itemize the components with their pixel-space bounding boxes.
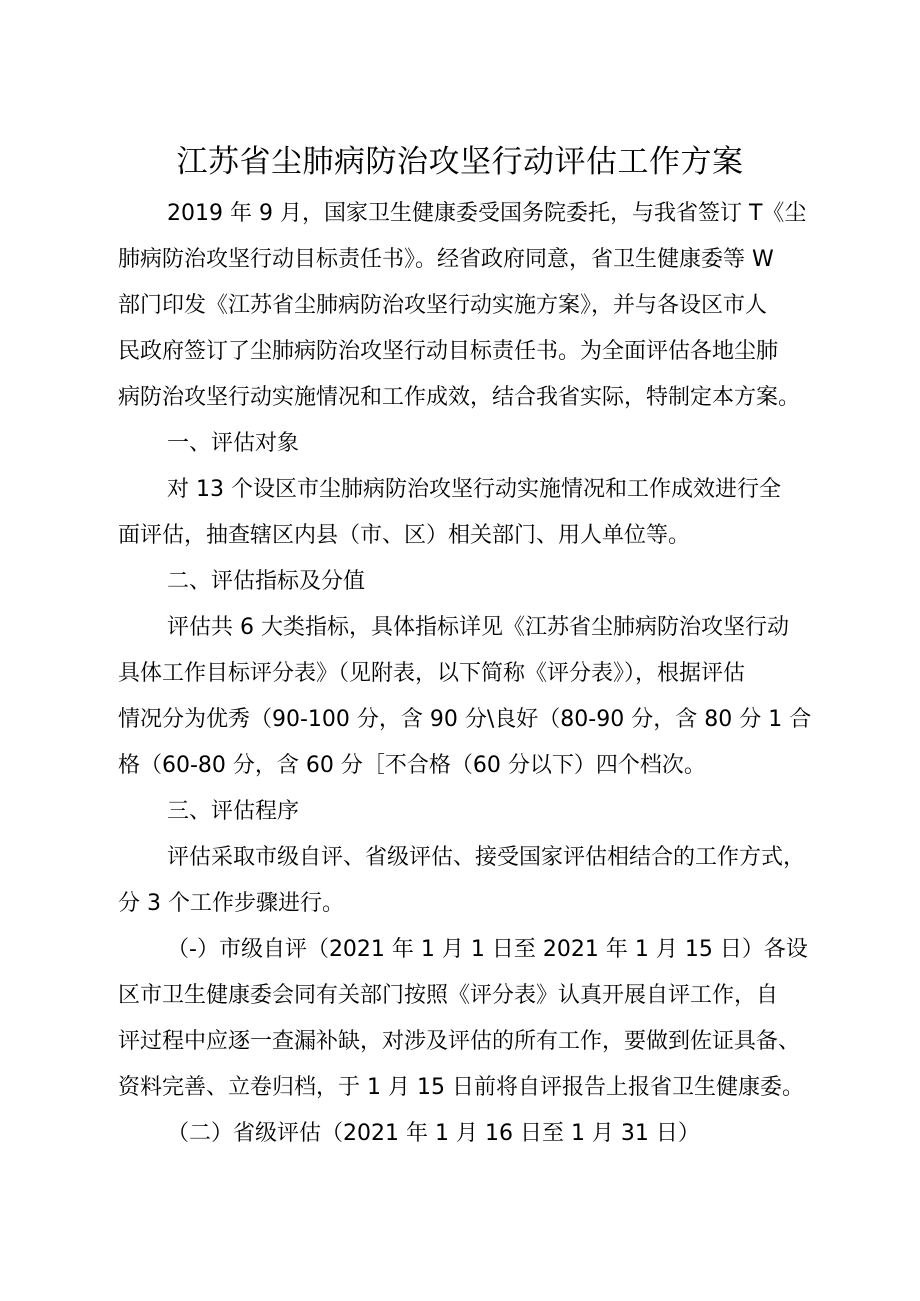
step-1-line-4: 资料完善、立卷归档，于 1 月 15 日前将自评报告上报省卫生健康委。 [118,1075,804,1100]
intro-line-2: 肺病防治攻坚行动目标责任书》。经省政府同意，省卫生健康委等 W [118,247,774,272]
section-2-line-1: 评估共 6 大类指标，具体指标详见《江苏省尘肺病防治攻坚行动 [167,615,789,640]
section-2-line-4: 格（60-80 分，含 60 分［不合格（60 分以下）四个档次。 [118,753,706,778]
intro-line-5: 病防治攻坚行动实施情况和工作成效，结合我省实际，特制定本方案。 [118,385,801,410]
intro-line-1: 2019 年 9 月，国家卫生健康委受国务院委托，与我省签订 T《尘 [167,201,807,226]
section-3-line-2: 分 3 个工作步骤进行。 [118,891,344,916]
step-1-line-2: 区市卫生健康委会同有关部门按照《评分表》认真开展自评工作，自 [118,983,779,1008]
step-2-heading: （二）省级评估（2021 年 1 月 16 日至 1 月 31 日） [167,1121,700,1146]
section-1-line-1: 对 13 个设区市尘肺病防治攻坚行动实施情况和工作成效进行全 [167,477,781,502]
section-2-line-2: 具体工作目标评分表》（见附表，以下简称《评分表》），根据评估 [118,661,746,686]
intro-line-3: 部门印发《江苏省尘肺病防治攻坚行动实施方案》，并与各设区市人 [118,293,768,318]
section-1-heading: 一、评估对象 [167,431,300,456]
step-1-line-1: （-）市级自评（2021 年 1 月 1 日至 2021 年 1 月 15 日）各设 [167,937,808,962]
section-3-line-1: 评估采取市级自评、省级评估、接受国家评估相结合的工作方式， [167,845,806,870]
section-2-line-3: 情况分为优秀（90-100 分，含 90 分\良好（80-90 分，含 80 分 1 合 [118,707,812,732]
step-1-line-3: 评过程中应逐一查漏补缺，对涉及评估的所有工作，要做到佐证具备、 [118,1029,801,1054]
section-1-line-2: 面评估，抽查辖区内县（市、区）相关部门、用人单位等。 [118,523,691,548]
section-2-heading: 二、评估指标及分值 [167,569,366,594]
document-title: 江苏省尘肺病防治攻坚行动评估工作方案 [176,144,744,180]
intro-line-4: 民政府签订了尘肺病防治攻坚行动目标责任书。为全面评估各地尘肺 [118,339,779,364]
section-3-heading: 三、评估程序 [167,799,300,824]
